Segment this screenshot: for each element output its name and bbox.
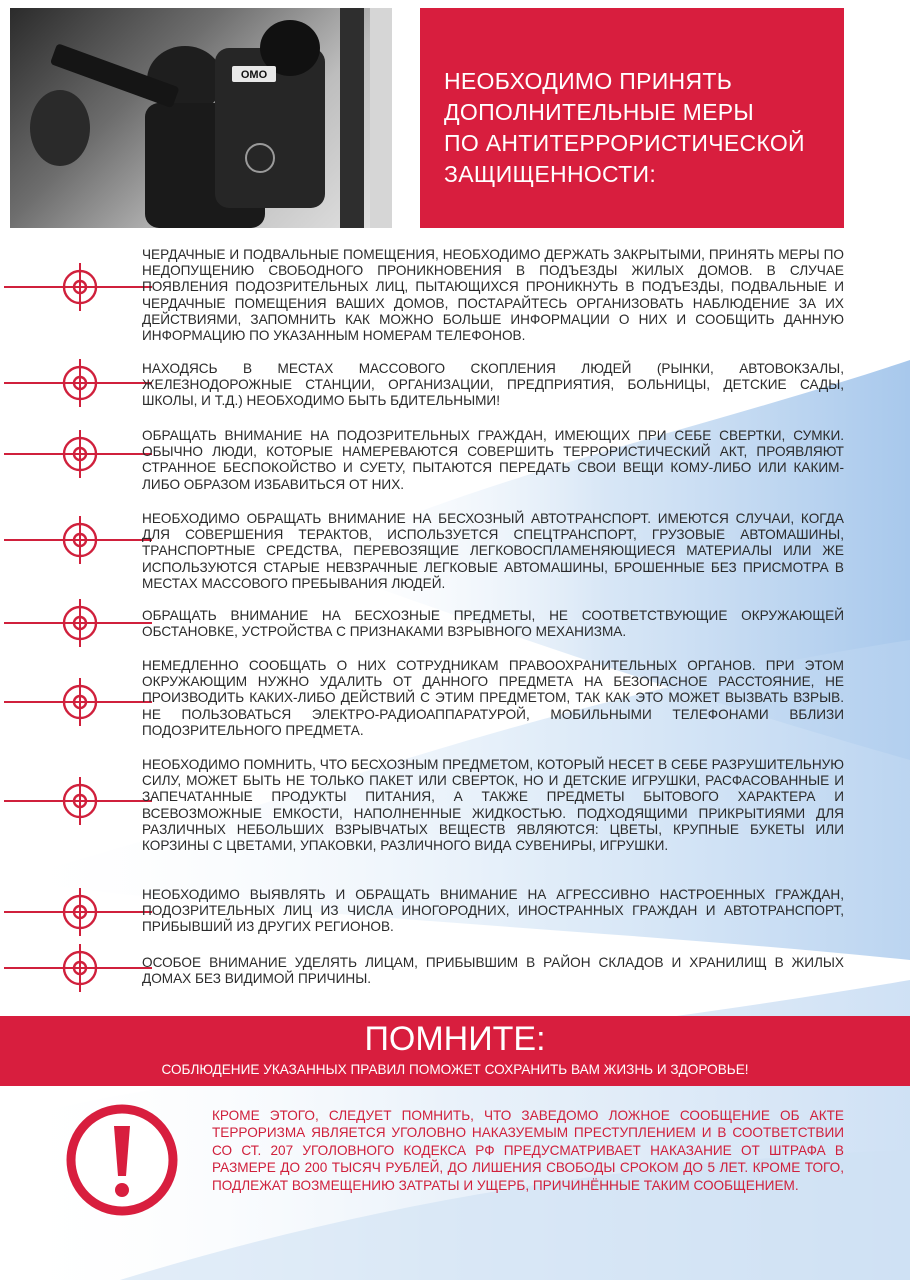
page-title: НЕОБХОДИМО ПРИНЯТЬ ДОПОЛНИТЕЛЬНЫЕ МЕРЫ ПО АНТИТЕРРОРИСТИЧЕСКОЙ ЗАЩИЩЕННОСТИ: [444,68,805,187]
crosshair-icon [4,357,152,409]
header-box [420,8,844,228]
remember-subtitle: СОБЛЮДЕНИЕ УКАЗАННЫХ ПРАВИЛ ПОМОЖЕТ СОХРАНИТЬ ВАМ ЖИЗНЬ И ЗДОРОВЬЕ! [161,1062,749,1077]
list-item: ОСОБОЕ ВНИМАНИЕ УДЕЛЯТЬ ЛИЦАМ, ПРИБЫВШИМ В РАЙОН СКЛАДОВ И ХРАНИЛИЩ В ЖИЛЫХ ДОМАХ БЕЗ ВИДИМОЙ ПРИЧИНЫ. [142,955,844,987]
crosshair-icon [4,886,152,938]
crosshair-icon [4,428,152,480]
crosshair-icon [4,514,152,566]
crosshair-icon [4,775,152,827]
header-photo [10,8,392,228]
crosshair-icon [4,597,152,649]
photo-badge: ОМО [240,69,268,81]
list-item: НАХОДЯСЬ В МЕСТАХ МАССОВОГО СКОПЛЕНИЯ ЛЮДЕЙ (РЫНКИ, АВТОВОКЗАЛЫ, ЖЕЛЕЗНОДОРОЖНЫЕ СТАНЦИИ, ОРГАНИЗАЦИИ, ПРЕДПРИЯТИЯ, БОЛЬНИЦЫ, ДЕТСКИЕ САДЫ, ШКОЛЫ, И Т.Д.) НЕОБХОДИМО БЫТЬ БДИТЕЛЬНЫМИ! [142,361,844,409]
list-item: ЧЕРДАЧНЫЕ И ПОДВАЛЬНЫЕ ПОМЕЩЕНИЯ, НЕОБХОДИМО ДЕРЖАТЬ ЗАКРЫТЫМИ, ПРИНЯТЬ МЕРЫ ПО НЕДОПУЩЕНИЮ СВОБОДНОГО ПРОНИКНОВЕНИЯ В ПОДЪЕЗДЫ ЖИЛЫХ ДОМОВ. В СЛУЧАЕ ПОЯВЛЕНИЯ ПОДОЗРИТЕЛЬНЫХ ЛИЦ, ПЫТАЮЩИХСЯ ПРОНИКНУТЬ В ПОДЪЕЗДЫ, ПОДВАЛЬНЫЕ И ЧЕРДАЧНЫЕ ПОМЕЩЕНИЯ ВАШИХ ДОМОВ, ПОСТАРАЙТЕСЬ ОРГАНИЗОВАТЬ НАБЛЮДЕНИЕ ЗА ИХ ДЕЙСТВИЯМИ, ЗАПОМНИТЬ КАК МОЖНО БОЛЬШЕ ИНФОРМАЦИИ О НИХ И СООБЩИТЬ ДАННУЮ ИНФОРМАЦИЮ ПО УКАЗАННЫМ НОМЕРАМ ТЕЛЕФОНОВ. [142,247,844,344]
special-forces-illustration [10,8,392,228]
list-item: ОБРАЩАТЬ ВНИМАНИЕ НА ПОДОЗРИТЕЛЬНЫХ ГРАЖДАН, ИМЕЮЩИХ ПРИ СЕБЕ СВЕРТКИ, СУМКИ. ОБЫЧНО ЛЮДИ, КОТОРЫЕ НАМЕРЕВАЮТСЯ СОВЕРШИТЬ ТЕРРОРИСТИЧЕСКИЙ АКТ, ПРОЯВЛЯЮТ СТРАННОЕ БЕСПОКОЙСТВО И СУЕТУ, ПЫТАЮТСЯ ПЕРЕДАТЬ СВОИ ВЕЩИ КОМУ-ЛИБО ИЛИ КАКИМ-ЛИБО ОБРАЗОМ ИЗБАВИТЬСЯ ОТ НИХ. [142,428,844,492]
list-item: НЕОБХОДИМО ОБРАЩАТЬ ВНИМАНИЕ НА БЕСХОЗНЫЙ АВТОТРАНСПОРТ. ИМЕЮТСЯ СЛУЧАИ, КОГДА ДЛЯ СОВЕРШЕНИЯ ТЕРАКТОВ, ИСПОЛЬЗУЕТСЯ СПЕЦТРАНСПОРТ, ГРУЗОВЫЕ АВТОМАШИНЫ, ТРАНСПОРТНЫЕ СРЕДСТВА, ПЕРЕВОЗЯЩИЕ ЛЕГКОВОСПЛАМЕНЯЮЩИЕСЯ МАТЕРИАЛЫ ИЛИ ЖЕ ИСПОЛЬЗУЮТСЯ СТАРЫЕ НЕВЗРАЧНЫЕ ЛЕГКОВЫЕ АВТОМАШИНЫ, БРОШЕННЫЕ БЕЗ ПРИСМОТРА В МЕСТАХ МАССОВОГО ПРЕБЫВАНИЯ ЛЮДЕЙ. [142,511,844,591]
list-item: НЕОБХОДИМО ВЫЯВЛЯТЬ И ОБРАЩАТЬ ВНИМАНИЕ НА АГРЕССИВНО НАСТРОЕННЫХ ГРАЖДАН, ПОДОЗРИТЕЛЬНЫХ ЛИЦ ИЗ ЧИСЛА ИНОГОРОДНИХ, ИНОСТРАННЫХ ГРАЖДАН И АВТОТРАНСПОРТ, ПРИБЫВШИЙ ИЗ ДРУГИХ РЕГИОНОВ. [142,887,844,935]
crosshair-icon [4,942,152,994]
list-item: НЕМЕДЛЕННО СООБЩАТЬ О НИХ СОТРУДНИКАМ ПРАВООХРАНИТЕЛЬНЫХ ОРГАНОВ. ПРИ ЭТОМ ОКРУЖАЮЩИМ НУЖНО УДАЛИТЬ ОТ ДАННОГО ПРЕДМЕТА НА БЕЗОПАСНОЕ РАССТОЯНИЕ, НЕ ПРОИЗВОДИТЬ КАКИХ-ЛИБО ДЕЙСТВИЙ С ЭТИМ ПРЕДМЕТОМ, ТАК КАК ЭТО МОЖЕТ ВЫЗВАТЬ ВЗРЫВ. НЕ ПОЛЬЗОВАТЬСЯ ЭЛЕКТРО-РАДИОАППАРАТУРОЙ, МОБИЛЬНЫМИ ТЕЛЕФОНАМИ ВБЛИЗИ ПОДОЗРИТЕЛЬНОГО ПРЕДМЕТА. [142,658,844,738]
remember-banner [0,1016,910,1086]
remember-title: ПОМНИТЕ: [364,1020,546,1058]
exclamation-icon [64,1102,180,1218]
list-item: НЕОБХОДИМО ПОМНИТЬ, ЧТО БЕСХОЗНЫМ ПРЕДМЕТОМ, КОТОРЫЙ НЕСЕТ В СЕБЕ РАЗРУШИТЕЛЬНУЮ СИЛУ, МОЖЕТ БЫТЬ НЕ ТОЛЬКО ПАКЕТ ИЛИ СВЕРТОК, НО И ДЕТСКИЕ ИГРУШКИ, РАСФАСОВАННЫЕ И ЗАПЕЧАТАННЫЕ ПРОДУКТЫ ПИТАНИЯ, А ТАКЖЕ ПРЕДМЕТЫ БЫТОВОГО ХАРАКТЕРА И ВСЕВОЗМОЖНЫЕ ЕМКОСТИ, НАПОЛНЕННЫЕ ЖИДКОСТЬЮ. ПОДХОДЯЩИМИ ПРИКРЫТИЯМИ ДЛЯ РАЗЛИЧНЫХ НЕБОЛЬШИХ ВЗРЫВЧАТЫХ ВЕЩЕСТВ ЯВЛЯЮТСЯ: ЦВЕТЫ, КРУПНЫЕ БУКЕТЫ ИЛИ КОРЗИНЫ С ЦВЕТАМИ, УПАКОВКИ, РАЗЛИЧНОГО ВИДА СУВЕНИРЫ, ИГРУШКИ. [142,757,844,854]
legal-warning-text: КРОМЕ ЭТОГО, СЛЕДУЕТ ПОМНИТЬ, ЧТО ЗАВЕДОМО ЛОЖНОЕ СООБЩЕНИЕ ОБ АКТЕ ТЕРРОРИЗМА ЯВЛЯЕТСЯ УГОЛОВНО НАКАЗУЕМЫМ ПРЕСТУПЛЕНИЕМ И В СООТВЕТСТВИИ СО СТ. 207 УГОЛОВНОГО КОДЕКСА РФ ПРЕДУСМАТРИВАЕТ НАКАЗАНИЕ ОТ ШТРАФА В РАЗМЕРЕ ДО 200 ТЫСЯЧ РУБЛЕЙ, ДО ЛИШЕНИЯ СВОБОДЫ СРОКОМ ДО 5 ЛЕТ. КРОМЕ ТОГО, ПОДЛЕЖАТ ВОЗМЕЩЕНИЮ ЗАТРАТЫ И УЩЕРБ, ПРИЧИНЁННЫЕ ТАКИМ СООБЩЕНИЕМ. [212,1108,844,1193]
list-item: ОБРАЩАТЬ ВНИМАНИЕ НА БЕСХОЗНЫЕ ПРЕДМЕТЫ, НЕ СООТВЕТСТВУЮЩИЕ ОКРУЖАЮЩЕЙ ОБСТАНОВКЕ, УСТРОЙСТВА С ПРИЗНАКАМИ ВЗРЫВНОГО МЕХАНИЗМА. [142,608,844,640]
crosshair-icon [4,261,152,313]
crosshair-icon [4,676,152,728]
